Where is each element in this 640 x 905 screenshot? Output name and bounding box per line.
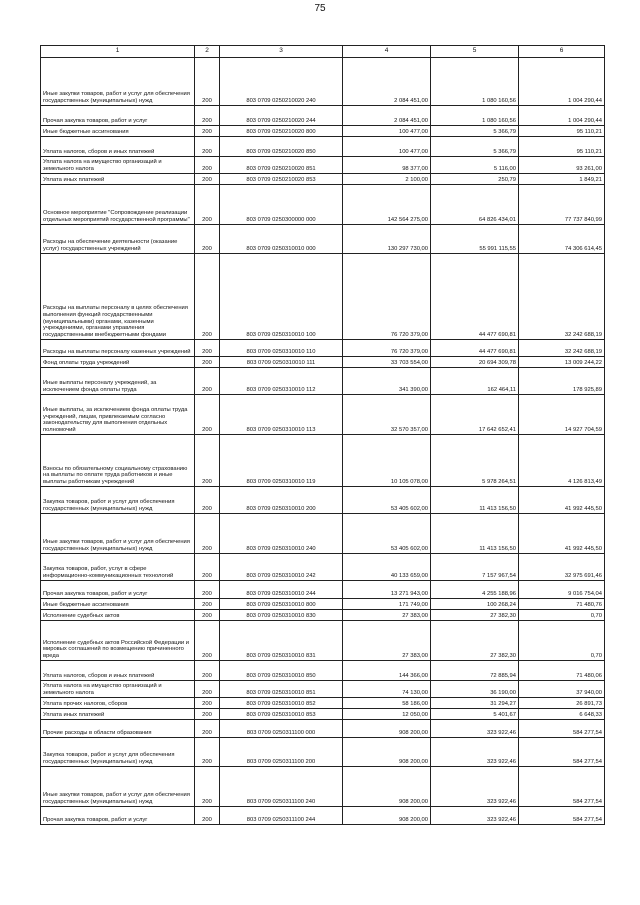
row-name-cell: Прочая закупка товаров, работ и услуг [41, 807, 195, 825]
row-col5-cell: 5 116,00 [431, 157, 519, 174]
table-row [41, 709, 605, 720]
row-col4-cell: 32 570 357,00 [343, 395, 431, 435]
table-row [41, 395, 605, 435]
row-col5-cell: 323 922,46 [431, 767, 519, 807]
row-col2-cell: 200 [195, 106, 220, 126]
row-col6-cell: 13 009 244,22 [519, 357, 605, 368]
row-code-cell: 803 0709 0250310010 119 [220, 435, 343, 487]
row-code-cell: 803 0709 0250210020 853 [220, 174, 343, 185]
row-col4-cell: 98 377,00 [343, 157, 431, 174]
row-col2-cell: 200 [195, 610, 220, 621]
row-code-cell: 803 0709 0250310010 200 [220, 487, 343, 514]
row-name-cell: Уплата налогов, сборов и иных платежей [41, 661, 195, 681]
row-col2-cell: 200 [195, 137, 220, 157]
row-col5-cell: 323 922,46 [431, 720, 519, 738]
row-col4-cell: 130 297 730,00 [343, 225, 431, 254]
row-col4-cell: 40 133 659,00 [343, 554, 431, 581]
row-code-cell: 803 0709 0250210020 240 [220, 58, 343, 106]
row-col4-cell: 2 084 451,00 [343, 106, 431, 126]
row-code-cell: 803 0709 0250310010 110 [220, 340, 343, 357]
row-name-cell: Прочая закупка товаров, работ и услуг [41, 581, 195, 599]
row-col5-cell: 162 464,11 [431, 368, 519, 395]
row-code-cell: 803 0709 0250310010 000 [220, 225, 343, 254]
table-row [41, 157, 605, 174]
row-col2-cell: 200 [195, 599, 220, 610]
row-col6-cell: 74 306 614,45 [519, 225, 605, 254]
table-row [41, 514, 605, 554]
row-name-cell: Уплата налога на имущество организаций и земельного налога [41, 681, 195, 698]
row-col6-cell: 32 242 688,19 [519, 254, 605, 340]
row-col6-cell: 0,70 [519, 621, 605, 661]
table-row [41, 126, 605, 137]
row-col4-cell: 33 703 554,00 [343, 357, 431, 368]
row-code-cell: 803 0709 0250310010 111 [220, 357, 343, 368]
table-row [41, 254, 605, 340]
header-col-6: 6 [519, 46, 605, 58]
row-col5-cell: 27 382,30 [431, 621, 519, 661]
row-name-cell: Уплата налога на имущество организаций и земельного налога [41, 157, 195, 174]
row-name-cell: Иные выплаты персоналу учреждений, за исключением фонда оплаты труда [41, 368, 195, 395]
row-col5-cell: 1 080 160,56 [431, 106, 519, 126]
row-col6-cell: 32 242 688,19 [519, 340, 605, 357]
row-code-cell: 803 0709 0250310010 800 [220, 599, 343, 610]
row-name-cell: Иные бюджетные ассигнования [41, 126, 195, 137]
row-col5-cell: 64 826 434,01 [431, 185, 519, 225]
table-row [41, 767, 605, 807]
row-col4-cell: 2 100,00 [343, 174, 431, 185]
row-code-cell: 803 0709 0250310010 853 [220, 709, 343, 720]
row-col5-cell: 72 885,94 [431, 661, 519, 681]
row-col4-cell: 12 050,00 [343, 709, 431, 720]
row-name-cell: Уплата иных платежей [41, 709, 195, 720]
row-name-cell: Исполнение судебных актов [41, 610, 195, 621]
row-col2-cell: 200 [195, 368, 220, 395]
table-row [41, 661, 605, 681]
row-col4-cell: 13 271 943,00 [343, 581, 431, 599]
row-col6-cell: 584 277,54 [519, 767, 605, 807]
row-col4-cell: 100 477,00 [343, 137, 431, 157]
row-col6-cell: 14 927 704,59 [519, 395, 605, 435]
row-col6-cell: 37 940,00 [519, 681, 605, 698]
header-col-4: 4 [343, 46, 431, 58]
row-name-cell: Иные закупки товаров, работ и услуг для обеспечения государственных (муниципальных) нужд [41, 58, 195, 106]
table-row [41, 698, 605, 709]
row-code-cell: 803 0709 0250210020 850 [220, 137, 343, 157]
row-col4-cell: 144 366,00 [343, 661, 431, 681]
row-name-cell: Взносы по обязательному социальному страхованию на выплаты по оплате труда работников и иные выплаты работникам учреждений [41, 435, 195, 487]
row-code-cell: 803 0709 0250311100 240 [220, 767, 343, 807]
row-col6-cell: 584 277,54 [519, 720, 605, 738]
row-name-cell: Иные закупки товаров, работ и услуг для обеспечения государственных (муниципальных) нужд [41, 767, 195, 807]
page-number: 75 [314, 3, 326, 14]
row-col6-cell: 41 992 445,50 [519, 514, 605, 554]
row-col2-cell: 200 [195, 225, 220, 254]
table-row [41, 340, 605, 357]
row-col2-cell: 200 [195, 174, 220, 185]
row-name-cell: Расходы на обеспечение деятельности (оказание услуг) государственных учреждений [41, 225, 195, 254]
table-row [41, 610, 605, 621]
table-row [41, 621, 605, 661]
row-code-cell: 803 0709 0250311100 000 [220, 720, 343, 738]
row-col2-cell: 200 [195, 487, 220, 514]
row-col5-cell: 31 294,27 [431, 698, 519, 709]
header-col-2: 2 [195, 46, 220, 58]
row-col5-cell: 5 366,79 [431, 137, 519, 157]
row-col4-cell: 142 564 275,00 [343, 185, 431, 225]
row-code-cell: 803 0709 0250310010 850 [220, 661, 343, 681]
row-col5-cell: 36 190,00 [431, 681, 519, 698]
row-col5-cell: 250,79 [431, 174, 519, 185]
row-code-cell: 803 0709 0250310010 242 [220, 554, 343, 581]
row-col2-cell: 200 [195, 185, 220, 225]
table-row [41, 106, 605, 126]
row-col2-cell: 200 [195, 581, 220, 599]
row-col2-cell: 200 [195, 738, 220, 767]
row-col4-cell: 76 720 379,00 [343, 254, 431, 340]
row-col5-cell: 5 366,79 [431, 126, 519, 137]
row-col4-cell: 58 186,00 [343, 698, 431, 709]
table-row [41, 174, 605, 185]
row-name-cell: Закупка товаров, работ и услуг для обеспечения государственных (муниципальных) нужд [41, 738, 195, 767]
row-name-cell: Прочие расходы в области образования [41, 720, 195, 738]
row-name-cell: Уплата налогов, сборов и иных платежей [41, 137, 195, 157]
row-code-cell: 803 0709 0250300000 000 [220, 185, 343, 225]
row-col5-cell: 5 401,67 [431, 709, 519, 720]
table-row [41, 185, 605, 225]
table-row [41, 581, 605, 599]
row-col5-cell: 11 413 156,50 [431, 514, 519, 554]
row-col5-cell: 7 157 967,54 [431, 554, 519, 581]
row-col2-cell: 200 [195, 340, 220, 357]
row-col2-cell: 200 [195, 157, 220, 174]
row-col4-cell: 908 200,00 [343, 738, 431, 767]
row-col5-cell: 323 922,46 [431, 738, 519, 767]
row-code-cell: 803 0709 0250310010 851 [220, 681, 343, 698]
row-code-cell: 803 0709 0250311100 244 [220, 807, 343, 825]
row-name-cell: Уплата прочих налогов, сборов [41, 698, 195, 709]
row-col2-cell: 200 [195, 514, 220, 554]
row-col6-cell: 71 480,06 [519, 661, 605, 681]
table-row [41, 681, 605, 698]
row-col4-cell: 100 477,00 [343, 126, 431, 137]
row-code-cell: 803 0709 0250310010 852 [220, 698, 343, 709]
table-row [41, 554, 605, 581]
row-col2-cell: 200 [195, 709, 220, 720]
row-col6-cell: 71 480,76 [519, 599, 605, 610]
row-col6-cell: 32 975 691,46 [519, 554, 605, 581]
row-name-cell: Уплата иных платежей [41, 174, 195, 185]
row-col5-cell: 55 991 115,55 [431, 225, 519, 254]
table-row [41, 435, 605, 487]
row-col2-cell: 200 [195, 357, 220, 368]
row-code-cell: 803 0709 0250310010 244 [220, 581, 343, 599]
row-col4-cell: 2 084 451,00 [343, 58, 431, 106]
table-row [41, 738, 605, 767]
row-name-cell: Основное мероприятие "Сопровождение реализации отдельных мероприятий государственной программы" [41, 185, 195, 225]
row-col6-cell: 178 925,89 [519, 368, 605, 395]
row-col2-cell: 200 [195, 435, 220, 487]
row-col2-cell: 200 [195, 681, 220, 698]
row-col4-cell: 27 383,00 [343, 621, 431, 661]
row-col4-cell: 10 105 078,00 [343, 435, 431, 487]
row-col6-cell: 26 891,73 [519, 698, 605, 709]
row-col2-cell: 200 [195, 554, 220, 581]
row-name-cell: Фонд оплаты труда учреждений [41, 357, 195, 368]
row-col5-cell: 27 382,30 [431, 610, 519, 621]
row-col2-cell: 200 [195, 126, 220, 137]
row-name-cell: Расходы на выплаты персоналу в целях обеспечения выполнения функций государственными (муниципальными) органами, казенными учреждениями, органами управления государственными внебюджетными фондами [41, 254, 195, 340]
row-col4-cell: 76 720 379,00 [343, 340, 431, 357]
row-col5-cell: 44 477 690,81 [431, 340, 519, 357]
row-col2-cell: 200 [195, 621, 220, 661]
row-code-cell: 803 0709 0250210020 851 [220, 157, 343, 174]
row-code-cell: 803 0709 0250310010 831 [220, 621, 343, 661]
row-col5-cell: 17 642 652,41 [431, 395, 519, 435]
row-name-cell: Закупка товаров, работ, услуг в сфере информационно-коммуникационных технологий [41, 554, 195, 581]
row-col4-cell: 908 200,00 [343, 807, 431, 825]
row-col4-cell: 53 405 602,00 [343, 514, 431, 554]
row-col4-cell: 908 200,00 [343, 720, 431, 738]
row-col2-cell: 200 [195, 698, 220, 709]
row-col4-cell: 908 200,00 [343, 767, 431, 807]
row-col2-cell: 200 [195, 720, 220, 738]
row-name-cell: Иные бюджетные ассигнования [41, 599, 195, 610]
row-col2-cell: 200 [195, 807, 220, 825]
table-row [41, 807, 605, 825]
table-row [41, 58, 605, 106]
row-col5-cell: 4 255 188,96 [431, 581, 519, 599]
row-col6-cell: 4 126 813,49 [519, 435, 605, 487]
table-row [41, 225, 605, 254]
row-col6-cell: 584 277,54 [519, 738, 605, 767]
row-col6-cell: 95 110,21 [519, 137, 605, 157]
row-col6-cell: 6 648,33 [519, 709, 605, 720]
row-code-cell: 803 0709 0250310010 240 [220, 514, 343, 554]
row-name-cell: Исполнение судебных актов Российской Федерации и мировых соглашений по возмещению причиненного вреда [41, 621, 195, 661]
row-col4-cell: 171 749,00 [343, 599, 431, 610]
row-col6-cell: 1 004 290,44 [519, 58, 605, 106]
row-col6-cell: 1 004 290,44 [519, 106, 605, 126]
row-col6-cell: 584 277,54 [519, 807, 605, 825]
table-header-row [41, 46, 605, 58]
row-col4-cell: 341 390,00 [343, 368, 431, 395]
header-col-5: 5 [431, 46, 519, 58]
budget-table [40, 45, 605, 825]
row-col6-cell: 95 110,21 [519, 126, 605, 137]
row-col6-cell: 9 016 754,04 [519, 581, 605, 599]
table-row [41, 599, 605, 610]
row-col2-cell: 200 [195, 395, 220, 435]
row-col6-cell: 1 849,21 [519, 174, 605, 185]
row-col4-cell: 74 130,00 [343, 681, 431, 698]
row-code-cell: 803 0709 0250210020 800 [220, 126, 343, 137]
row-col4-cell: 53 405 602,00 [343, 487, 431, 514]
row-name-cell: Прочая закупка товаров, работ и услуг [41, 106, 195, 126]
row-col2-cell: 200 [195, 254, 220, 340]
row-col4-cell: 27 383,00 [343, 610, 431, 621]
row-code-cell: 803 0709 0250310010 113 [220, 395, 343, 435]
row-code-cell: 803 0709 0250310010 112 [220, 368, 343, 395]
row-col5-cell: 323 922,46 [431, 807, 519, 825]
row-code-cell: 803 0709 0250311100 200 [220, 738, 343, 767]
table-row [41, 357, 605, 368]
table-row [41, 720, 605, 738]
row-col2-cell: 200 [195, 661, 220, 681]
row-col6-cell: 93 261,00 [519, 157, 605, 174]
row-name-cell: Расходы на выплаты персоналу казенных учреждений [41, 340, 195, 357]
row-name-cell: Закупка товаров, работ и услуг для обеспечения государственных (муниципальных) нужд [41, 487, 195, 514]
row-code-cell: 803 0709 0250310010 100 [220, 254, 343, 340]
row-name-cell: Иные закупки товаров, работ и услуг для обеспечения государственных (муниципальных) нужд [41, 514, 195, 554]
row-name-cell: Иные выплаты, за исключением фонда оплаты труда учреждений, лицам, привлекаемым согласно законодательству для выполнения отдельных полномочий [41, 395, 195, 435]
row-col5-cell: 11 413 156,50 [431, 487, 519, 514]
row-col2-cell: 200 [195, 767, 220, 807]
row-code-cell: 803 0709 0250310010 830 [220, 610, 343, 621]
table-row [41, 137, 605, 157]
header-col-3: 3 [220, 46, 343, 58]
row-code-cell: 803 0709 0250210020 244 [220, 106, 343, 126]
row-col6-cell: 0,70 [519, 610, 605, 621]
row-col5-cell: 20 694 309,78 [431, 357, 519, 368]
row-col6-cell: 41 992 445,50 [519, 487, 605, 514]
table-row [41, 487, 605, 514]
row-col6-cell: 77 737 840,99 [519, 185, 605, 225]
row-col5-cell: 44 477 690,81 [431, 254, 519, 340]
row-col5-cell: 1 080 160,56 [431, 58, 519, 106]
row-col5-cell: 100 268,24 [431, 599, 519, 610]
header-col-1: 1 [41, 46, 195, 58]
table-body [41, 58, 605, 825]
table-row [41, 368, 605, 395]
row-col5-cell: 5 978 264,51 [431, 435, 519, 487]
row-col2-cell: 200 [195, 58, 220, 106]
